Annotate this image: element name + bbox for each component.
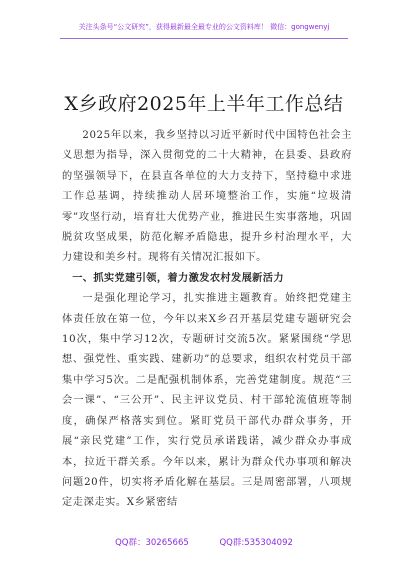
header-banner: 关注头条号“公文研究”，获得最新最全最专业的公文资料库！ 微信：gongwenyj	[78, 23, 330, 31]
header-divider	[60, 38, 348, 39]
footer-qq-group-1: QQ群：30265665	[115, 538, 189, 548]
section-heading-1: 一、抓实党建引领，着力激发农村发展新活力	[72, 272, 284, 284]
document-body	[62, 126, 352, 514]
section-1-paragraph: 一是强化理论学习，扎实推进主题教育。始终把党建主体责任放在第一位，今年以来X乡召开基层党建专题研究会10次，集中学习12次，专题研讨交流5次。紧紧围绕“学思想、强党性、重实践、建新功”的总要求，组织农村党员干部集中学习5次。二是配强机制体系，完善党建制度。规范“三会一课”、“三公开”、民主评议党员、村干部轮流值班等制度，确保严格落实到位。紧盯党员干部代办群众事务，开展“亲民党建”工作，实行党员承诺践诺，减少群众办事成本，拉近干群关系。今年以来，累计为群众代办事项和解决问题20件，切实将矛盾化解在基层。三是周密部署，八项规定走深走实。X乡紧密结	[62, 293, 352, 509]
document-title: X乡政府2025年上半年工作总结	[64, 92, 344, 115]
intro-paragraph: 2025年以来，我乡坚持以习近平新时代中国特色社会主义思想为指导，深入贯彻党的二十大精神，在县委、县政府的坚强领导下，在县直各单位的大力支持下，坚持稳中求进工作总基调，持续推动人居环境整治工作，实施“垃圾清零”攻坚行动，培育壮大优势产业，推进民生实事落地，巩固脱贫攻坚成果，防范化解矛盾隐患，提升乡村治理水平，大力建设和美乡村。现将有关情况汇报如下。	[62, 130, 352, 264]
footer-contact	[0, 536, 408, 548]
footer-qq-group-2: QQ群:535304092	[219, 538, 293, 548]
